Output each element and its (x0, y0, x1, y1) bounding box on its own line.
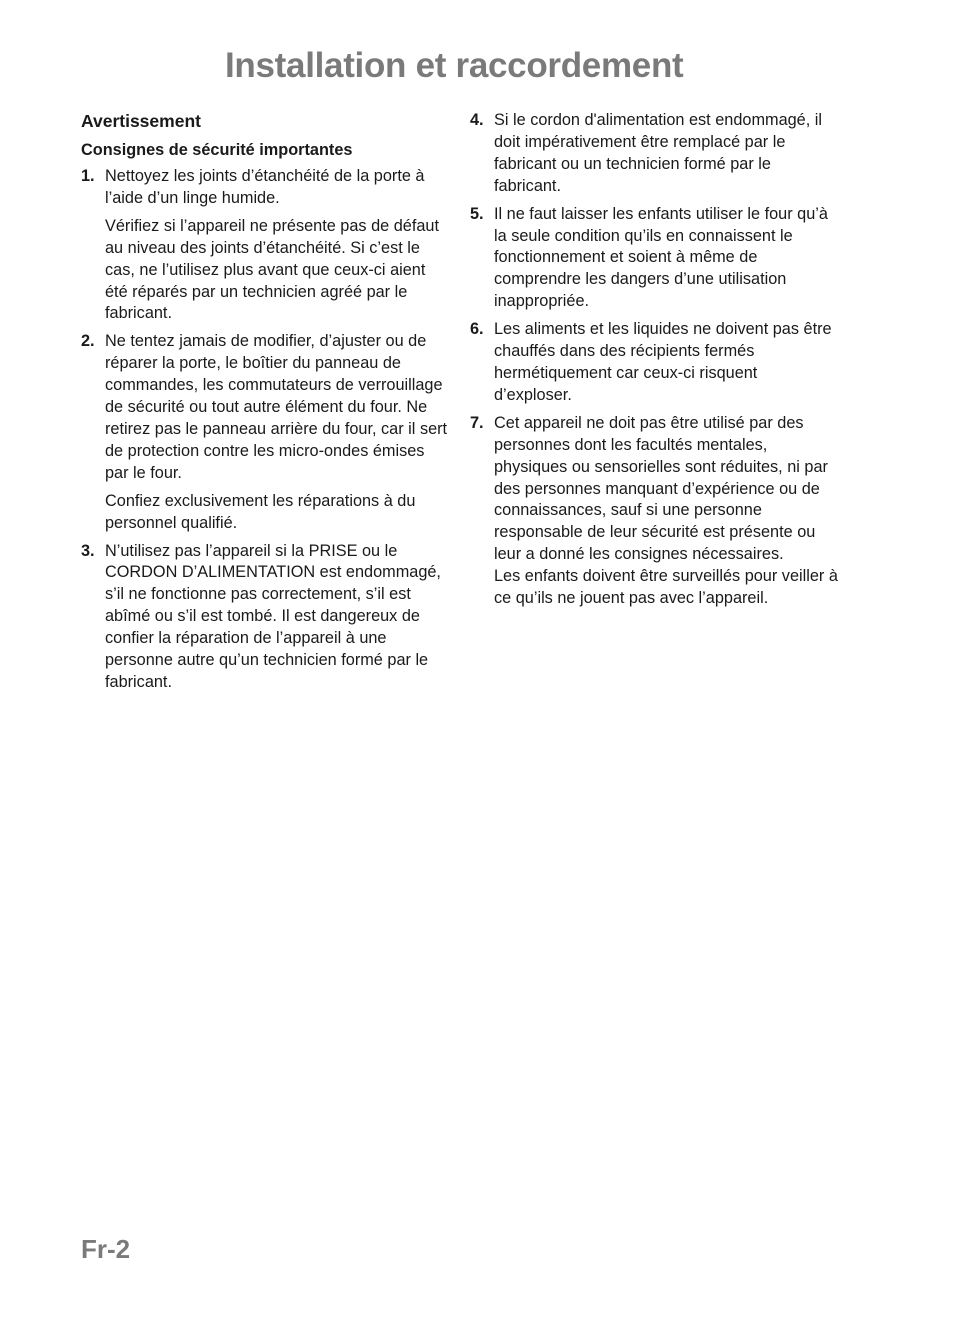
item-number: 3. (81, 541, 95, 560)
item-paragraph: Si le cordon d'alimentation est endommagé, il doit impérativement être remplacé par le fabricant ou un technicien formé par le fabricant. (494, 111, 823, 195)
list-item-5 (470, 204, 838, 314)
item-number: 6. (470, 320, 484, 339)
list-item-2 (81, 331, 451, 534)
item-number: 4. (470, 111, 484, 129)
item-paragraph: Les aliments et les liquides ne doivent pas être chauffés dans des récipients fermés hermétiquement car ceux-ci risquent d’exploser. (494, 320, 832, 404)
item-paragraph: N’utilisez pas l’appareil si la PRISE ou le CORDON D’ALIMENTATION est endommagé, s’il ne fonctionne pas correctement, s’il est abîmé ou s’il est tombé. Il est dangereux de confier la réparation de l’appareil à une personne autre qu’un technicien formé par le fabricant. (105, 541, 441, 691)
section-heading: Avertissement (81, 111, 201, 131)
list-item-7 (470, 413, 838, 610)
item-paragraph: Il ne faut laisser les enfants utiliser le four qu’à la seule condition qu’ils en connaissent le fonctionnement et soient à même de comprendre les dangers d’une utilisation inappropriée. (494, 204, 828, 311)
item-paragraph: Les enfants doivent être surveillés pour veiller à ce qu’ils ne jouent pas avec l’appareil. (494, 567, 838, 608)
item-number: 5. (470, 204, 484, 223)
page-number: Fr-2 (81, 1234, 131, 1264)
list-item-1 (81, 166, 451, 325)
item-paragraph: Cet appareil ne doit pas être utilisé par des personnes dont les facultés mentales, physiques ou sensorielles sont réduites, ni par des personnes manquant d’expérience ou de connaissances, sauf si une personne responsable de leur sécurité est présente ou leur a donné les consignes nécessaires. (494, 413, 828, 564)
item-number: 1. (81, 167, 95, 185)
sub-heading: Consignes de sécurité importantes (81, 141, 353, 159)
list-item-6 (470, 319, 838, 407)
item-number: 2. (81, 332, 95, 351)
page-title: Installation et raccordement (225, 46, 684, 85)
item-paragraph: Confiez exclusivement les réparations à du personnel qualifié. (105, 491, 416, 532)
item-paragraph: Ne tentez jamais de modifier, d’ajuster ou de réparer la porte, le boîtier du panneau de commandes, les commutateurs de verrouillage de sécurité ou tout autre élément du four. Ne retirez pas le panneau arrière du four, car il sert de protection contre les micro-ondes émises par le four. (105, 332, 448, 482)
list-item-3 (81, 541, 451, 694)
item-number: 7. (470, 413, 484, 432)
item-paragraph: Vérifiez si l’appareil ne présente pas de défaut au niveau des joints d’étanchéité. Si c’est le cas, ne l’utilisez plus avant que ceux-ci aient été réparés par un technicien agréé par le fabricant. (105, 216, 439, 323)
list-item-4 (470, 110, 838, 198)
left-column (81, 110, 451, 700)
item-paragraph: Nettoyez les joints d’étanchéité de la porte à l’aide d’un linge humide. (105, 167, 425, 207)
right-column (470, 110, 838, 616)
